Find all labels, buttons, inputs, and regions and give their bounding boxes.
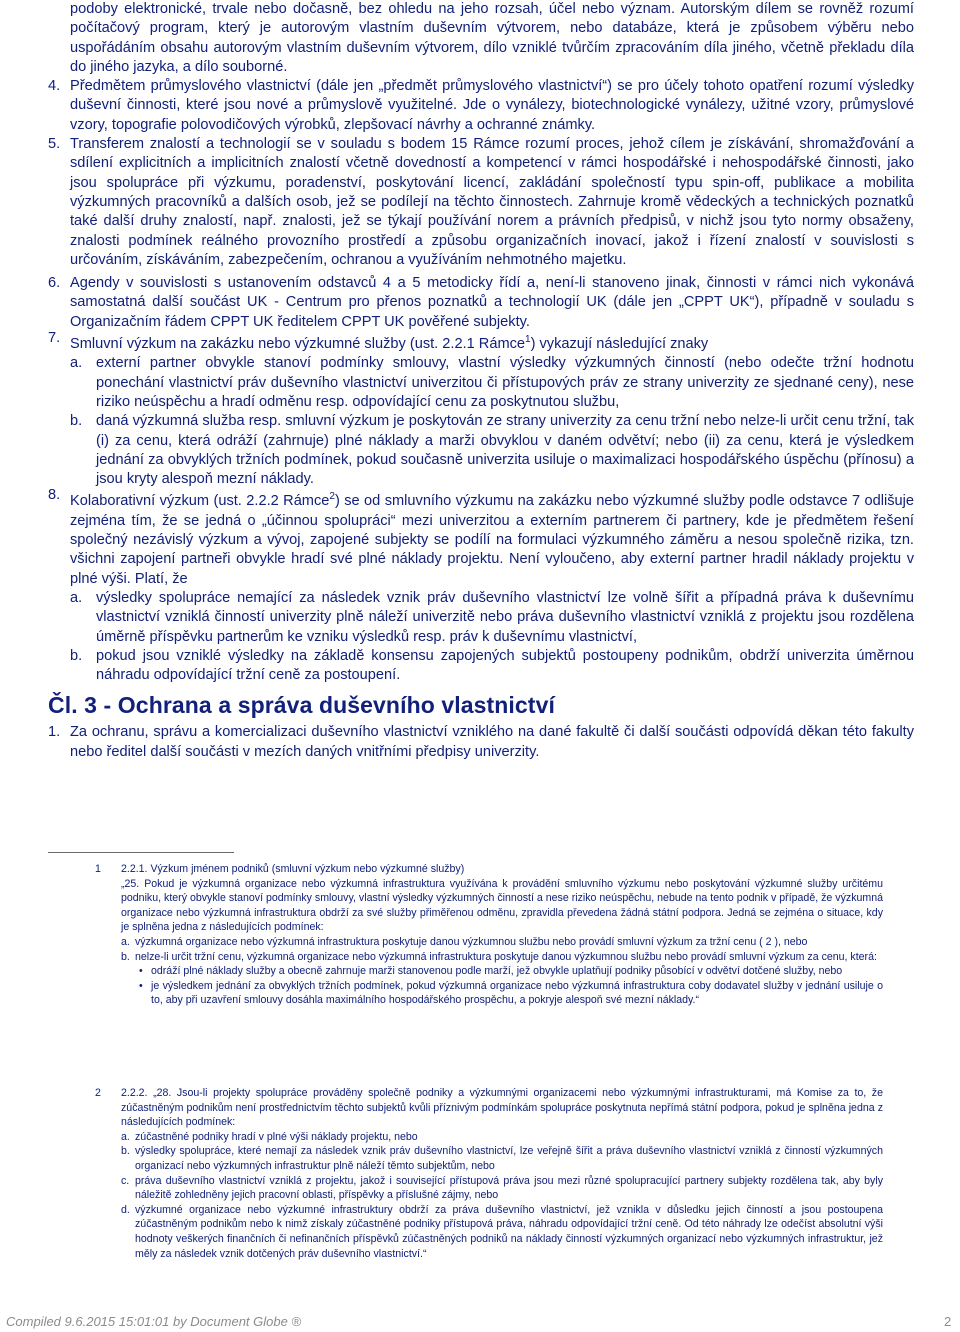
sub-item-text: daná výzkumná služba resp. smluvní výzkum je poskytován ze strany univerzity za cenu tržní nebo nelze-li určit cenu tržní, tak (i) za cenu, která odráží (zahrnuje) plné náklady a marži obvyklou v daném odvětví; nebo (ii) za cenu, která je výsledkem jednání za obvyklých tržních podmínek, pokud současně univerzita usiluje o maximalizaci hospodářského úspěchu (přínosu) a jsou kryty alespoň mezní náklady. [96,413,914,488]
footnote-sub-text: výsledky spolupráce, které nemají za následek vznik práv duševního vlastnictví, lze veřejně šířit a práva duševního vlastnictví vzniklá z činností výzkumných organizací nebo výzkumných infrastruktur plně náleží těmto subjektům, nebo [135,1145,883,1172]
footnote-sub-d [121,1203,883,1261]
footnote-sub-b [121,1144,883,1173]
footnote-number: 2 [95,1087,101,1099]
footnote-1 [95,862,883,1008]
item-8 [48,487,914,685]
footnote-number: 1 [95,863,101,875]
compiled-footer: Compiled 9.6.2015 15:01:01 by Document Globe ® [6,1314,302,1329]
item-number: 4. [48,78,61,95]
item-number: 6. [48,275,61,292]
item-number: 7. [48,330,61,347]
footnote-sub-a [121,1130,883,1145]
footnote-sub-label: b. [121,1145,130,1158]
footnote-sub-text: nelze-li určit tržní cenu, výzkumná organizace nebo výzkumná infrastruktura poskytuje danou výzkumnou službu nebo provádí smluvní výzkum za cenu, která: [135,950,877,963]
sub-item-b [70,412,914,489]
footnote-divider [48,852,234,853]
item-number: 1. [48,724,61,741]
footnote-line: 2.2.2. „28. Jsou-li projekty spolupráce prováděny společně podniky a výzkumnými organizacemi nebo výzkumnými infrastrukturami, má Komise za to, že zúčastněným podnikům není prostřednictvím těchto subjektů kvůli příznivým podmínkám spolupráce poskytnuta nepřímá státní podpora, pokud je splněna jedna z následujících podmínek: [121,1087,883,1129]
footnote-sub-text: práva duševního vlastnictví vzniklá z projektu, jakož i související přístupová práva jsou mezi různé spolupracující partnery subjekty rozdělena tak, aby byly náležitě zohledněny jejich pracovní oblasti, příspěvky a příslušné zájmy, nebo [135,1174,883,1202]
item-text-cont: ) vykazují následující znaky [530,336,709,353]
sub-item-b [70,647,914,686]
footnote-bullet [121,964,883,979]
item-text: Smluvní výzkum na zakázku nebo výzkumné služby (ust. 2.2.1 Rámce [70,336,526,353]
item-number: 5. [48,136,61,153]
sub-item-a [70,589,914,647]
item-text: Předmětem průmyslového vlastnictví (dále jen „předmět průmyslového vlastnictví“) se pro účely tohoto opatření rozumí výsledky duševní činnosti, které jsou nové a průmyslově využitelné. Jde o vynálezy, biotechnologické vynálezy, užitné vzory, průmyslové vzory, topografie polovodičových výrobků, zlepšovací návrhy a ochranné známky. [70,78,914,133]
item-7 [48,330,914,489]
sub-item-text: pokud jsou vzniklé výsledky na základě konsensu zapojených subjektů postoupeny podnikům, obdrží univerzita úměrnou náhradu odpovídající tržní ceně za postoupení. [96,647,914,684]
bullet-icon: • [139,965,143,978]
item-number: 8. [48,487,61,504]
footnote-sub-a [121,935,883,950]
item-text: Transferem znalostí a technologií se v souladu s bodem 15 Rámce rozumí proces, jehož cílem je získávání, shromažďování a sdílení explicitních a implicitních znalostí včetně dovedností a kompetencí v rámci hospodářské i nehospodářské činnosti, jako jsou spolupráce při výzkumu, poradenství, poskytování licencí, zakládání společností typu spin-off, publikace a mobilita výzkumných pracovníků a dalších osob, jež se podílejí na těchto činnostech. Zahrnuje kromě vědeckých a technických poznatků také další druhy znalostí, např. znalosti, jež se týkají používání norem a právních předpisů, v nichž jsou tyto normy obsaženy, znalosti podmínek reálného provozního prostředí a způsobu organizačních inovací, jakož i řízení znalostí v souvislosti s určováním, získáváním, zabezpečením, ochranou a využíváním nehmotného majetku. [70,136,914,268]
item-text: Agendy v souvislosti s ustanovením odstavců 4 a 5 metodicky řídí a, není-li stanoveno jinak, činnosti v rámci nich vykonává samostatná další součást UK - Centrum pro přenos poznatků a technologií UK (dále jen „CPPT UK“), případně v souladu s Organizačním řádem CPPT UK ředitelem CPPT UK pověřené subjekty. [70,275,914,330]
sub-item-label: a. [70,355,83,372]
footnote-sub-label: a. [121,1130,130,1143]
footnote-line: 2.2.1. Výzkum jménem podniků (smluvní výzkum nebo výzkumné služby) [121,863,465,875]
bullet-icon: • [139,979,143,992]
continued-paragraph: podoby elektronické, trvale nebo dočasně, bez ohledu na jeho rozsah, účel nebo význam. Autorským dílem se rovněž rozumí počítačový program, který je autorovým vlastním duševním výtvorem, nebo databáze, která je způsobem výběru nebo uspořádáním obsahu autorovým vlastním duševním výtvorem, dílo vzniklé tvůrčím zpracováním díla jiného, včetně překladu díla do jiného jazyka, a dílo souborné. [70,1,914,75]
footnote-sub-c [121,1174,883,1203]
section-heading: Čl. 3 - Ochrana a správa duševního vlastnictví [48,692,555,719]
sub-item-text: externí partner obvykle stanoví podmínky smlouvy, vlastní výsledky výzkumných činností (nebo odečte tržní hodnotu ponechání vlastnictví práv duševního vlastnictví univerzitou či přístupových práv ze strany univerzity ze sjednané ceny), nese riziko neúspěchu a hradí odměnu resp. odpovídající cenu za poskytnutou službu, [96,355,914,410]
page-number: 2 [944,1314,952,1329]
footnote-bullet-text: je výsledkem jednání za obvyklých tržních podmínek, pokud výzkumná organizace nebo výzkumná infrastruktura coby dodavatel služby v jednání usiluje o to, aby při uzavření smlouvy dosáhla maximálního hospodářského prospěchu, a pokryje alespoň své mezní náklady.“ [151,979,883,1007]
footnote-sub-text: výzkumné organizace nebo výzkumné infrastruktury obdrží za práva duševního vlastnictví, jež vznikla v důsledku jejich činností a jsou postoupena zúčastněným podnikům nebo k nimž získaly zúčastněné podniky přístupová práva, náhradu odpovídající tržní ceně. Od této náhrady lze odečíst absolutní výši hodnoty veškerých finančních či nefinančních příspěvků zúčastněných podniků na náklady činností výzkumných organizací nebo výzkumných infrastruktur, jež měly za následek vznik dotčených práv duševního vlastnictví.“ [135,1203,883,1260]
footnote-sub-b [121,950,883,965]
footnote-bullet [121,979,883,1008]
footnote-bullet-text: odráží plné náklady služby a obecně zahrnuje marži stanovenou podle marží, jež obvykle uplatňují podniky působící v odvětví dotčené služby, nebo [151,965,843,978]
sub-item-label: b. [70,413,83,430]
footnote-ref[interactable]: 1 [525,334,531,346]
sub-item-text: výsledky spolupráce nemající za následek vznik práv duševního vlastnictví lze volně šířit a případná práva k duševnímu vlastnictví vzniklá činností univerzity plně náleží univerzitě nebo práva duševního vlastnictví vzniklá z projektu jsou rozdělena úměrně příspěvku partnerům ke vzniku výsledků resp. práv k duševnímu vlastnictví, [96,589,914,645]
item-text-cont: ) se od smluvního výzkumu na zakázku nebo výzkumné služby podle odstavce 7 odlišuje zejména tím, že se jedná o „účinnou spolupráci“ mezi univerzitou a externím partnerem či partnery, kde je předmětem řešení společný nezávislý výzkum a vývoj, zapojené subjekty se podílí na formulaci výzkumného záměru a nesou společně rizika, tzn. všichni zapojení partneři obvykle hradí své plné náklady projektu. Není vyloučeno, aby externí partner hradil náklady projektu v plné výši. Platí, že [70,493,914,587]
item-4 [48,77,914,135]
footnote-sub-text: zúčastněné podniky hradí v plné výši náklady projektu, nebo [135,1130,418,1143]
main-text [48,0,914,762]
art3-item-1 [48,723,914,762]
sub-item-a [70,354,914,412]
footnote-sub-label: b. [121,950,130,963]
item-5 [48,135,914,270]
sub-item-label: a. [70,589,83,606]
footnote-ref[interactable]: 2 [329,491,335,503]
item-6 [48,274,914,332]
item-text: Za ochranu, správu a komercializaci duševního vlastnictví vzniklého na dané fakultě či další součásti odpovídá děkan této fakulty nebo ředitel další součásti v mezích daných vnitřními předpisy univerzity. [70,724,914,760]
footnote-sub-label: c. [121,1174,130,1187]
footnote-2 [95,1086,883,1261]
sub-item-label: b. [70,647,83,664]
footnote-sub-text: výzkumná organizace nebo výzkumná infrastruktura poskytuje danou výzkumnou službu nebo provádí smluvní výzkum za tržní cenu ( 2 ), nebo [135,935,808,948]
footnote-sub-label: d. [121,1203,130,1216]
item-text: Kolaborativní výzkum (ust. 2.2.2 Rámce [70,493,330,510]
footnote-sub-label: a. [121,935,130,948]
footnote-line: „25. Pokud je výzkumná organizace nebo výzkumná infrastruktura využívána k provádění smluvního výzkumu nebo poskytování výzkumné služby určitému podniku, který obvykle stanoví podmínky smlouvy, vlastní výsledky výzkumných činností a nese riziko neúspěchu, nebude na tento podnik v případě, že výzkumná organizace nebo výzkumná infrastruktura obdrží za své služby přiměřenou odměnu, zpravidla převedena žádná státní podpora. Jedná se zejména o situace, kdy je splněna jedna z následujících podmínek: [121,877,883,934]
